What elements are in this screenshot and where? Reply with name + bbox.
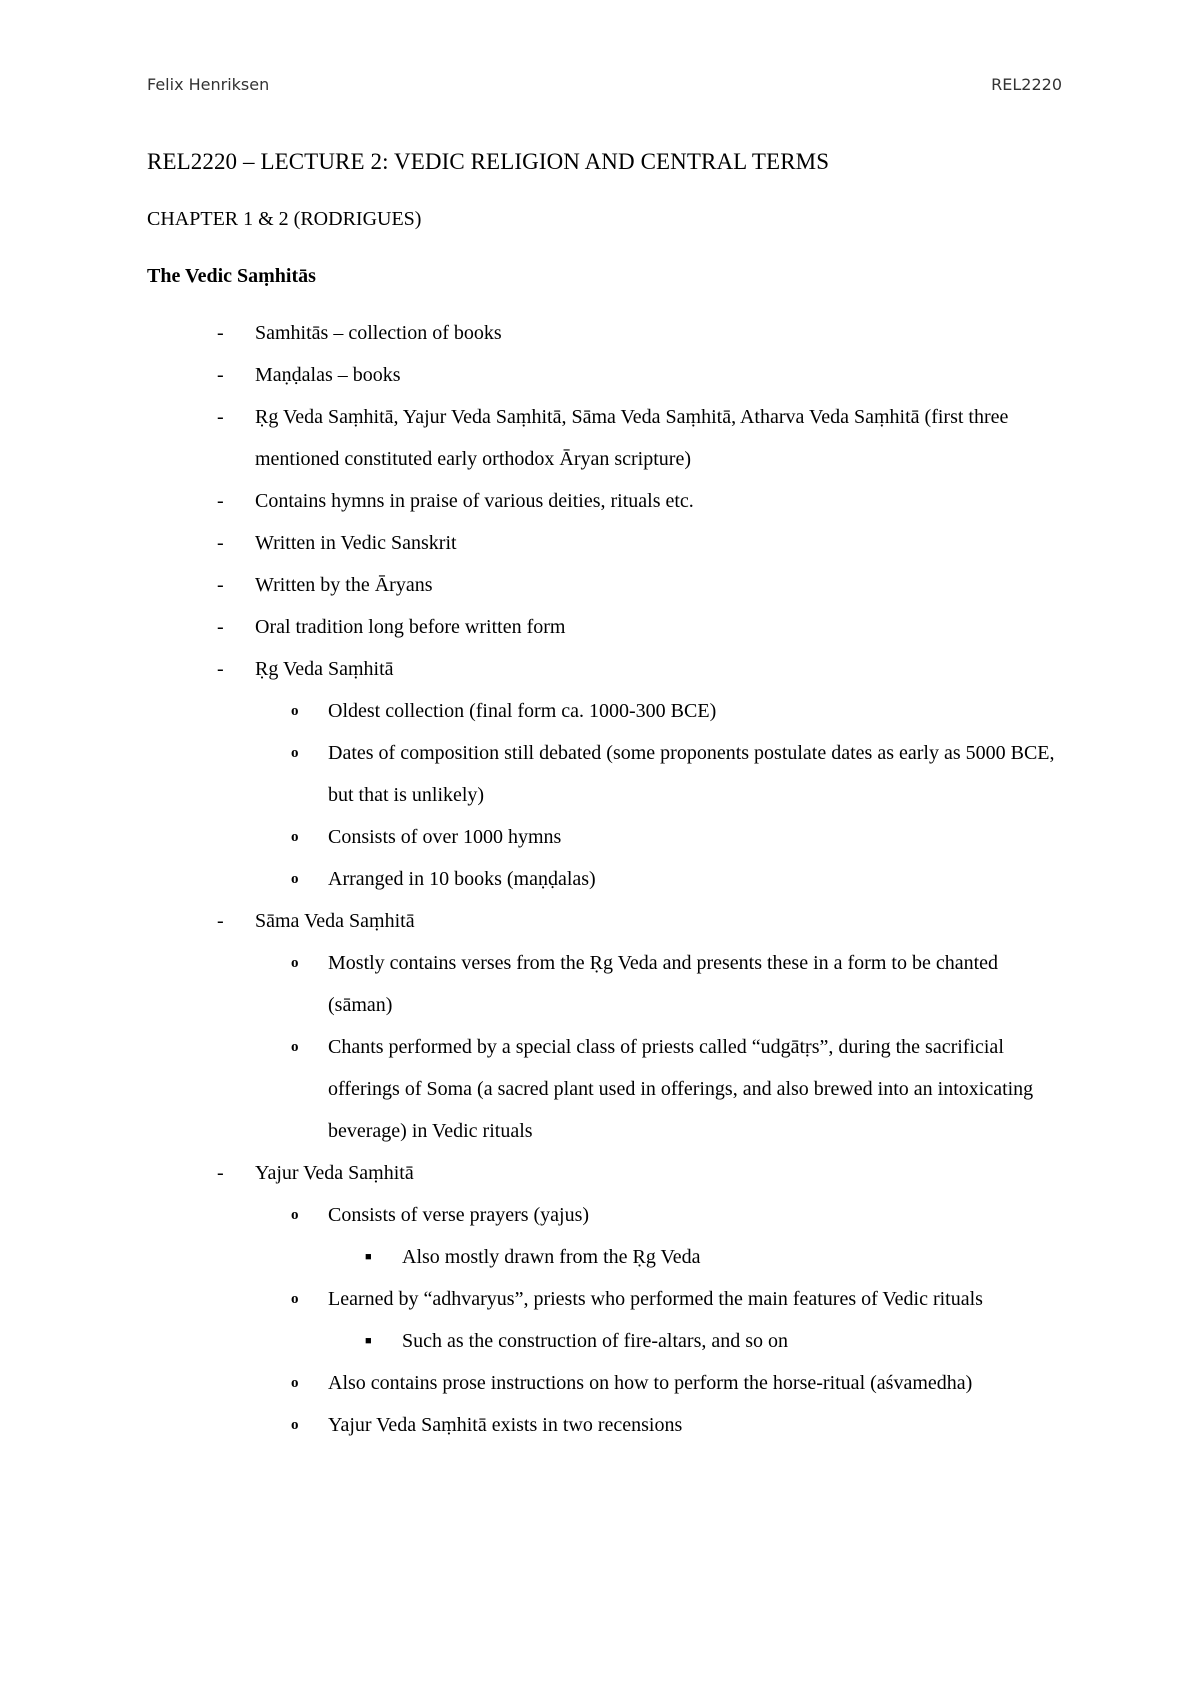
- list-item: [147, 1362, 1067, 1404]
- dash-bullet-icon: -: [217, 490, 224, 512]
- list-item: [147, 942, 1067, 1026]
- list-item: [147, 816, 1067, 858]
- list-item-text: Oldest collection (final form ca. 1000-300 BCE): [328, 700, 717, 722]
- circle-bullet-icon: o: [291, 1375, 299, 1391]
- circle-bullet-icon: o: [291, 955, 299, 971]
- dash-bullet-icon: -: [217, 658, 224, 680]
- dash-bullet-icon: -: [217, 910, 224, 932]
- document-body: [147, 146, 1067, 1446]
- dash-bullet-icon: -: [217, 364, 224, 386]
- list-item-text: Consists of over 1000 hymns: [328, 826, 562, 848]
- list-item: [147, 1404, 1067, 1446]
- list-item: [147, 1026, 1067, 1152]
- dash-bullet-icon: -: [217, 574, 224, 596]
- list-item-text: Maṇḍalas – books: [255, 364, 401, 386]
- section-heading: The Vedic Saṃhitās: [147, 265, 316, 287]
- list-item-text: Consists of verse prayers (yajus): [328, 1204, 590, 1226]
- circle-bullet-icon: o: [291, 1291, 299, 1307]
- list-item-text: Also contains prose instructions on how to perform the horse-ritual (aśvamedha): [328, 1372, 973, 1394]
- list-item-text: Yajur Veda Saṃhitā: [255, 1162, 414, 1184]
- list-item: [147, 1278, 1067, 1320]
- list-item-text: Arranged in 10 books (maṇḍalas): [328, 868, 596, 890]
- square-bullet-icon: ■: [365, 1251, 372, 1263]
- list-item: [147, 690, 1067, 732]
- circle-bullet-icon: o: [291, 745, 299, 761]
- list-item: [147, 1236, 1067, 1278]
- list-item-text: Such as the construction of fire-altars, and so on: [402, 1330, 789, 1352]
- circle-bullet-icon: o: [291, 1039, 299, 1055]
- list-item-text: Learned by “adhvaryus”, priests who performed the main features of Vedic rituals: [328, 1288, 983, 1310]
- list-item: [147, 522, 1067, 564]
- list-item: [147, 312, 1067, 354]
- list-item-text: Yajur Veda Saṃhitā exists in two recensions: [328, 1414, 683, 1436]
- dash-bullet-icon: -: [217, 406, 224, 428]
- header-course: REL2220: [991, 75, 1062, 94]
- dash-bullet-icon: -: [217, 1162, 224, 1184]
- list-item-text: Ṛg Veda Saṃhitā, Yajur Veda Saṃhitā, Sāma Veda Saṃhitā, Atharva Veda Saṃhitā (first three mentioned constituted early orthodox Āryan scripture): [255, 406, 1009, 470]
- document-subtitle: CHAPTER 1 & 2 (RODRIGUES): [147, 208, 422, 230]
- list-item: [147, 1320, 1067, 1362]
- list-item: [147, 648, 1067, 690]
- list-item: [147, 1194, 1067, 1236]
- list-item-text: Oral tradition long before written form: [255, 616, 566, 638]
- circle-bullet-icon: o: [291, 1417, 299, 1433]
- list-item-text: Chants performed by a special class of priests called “udgātṛs”, during the sacrificial offerings of Soma (a sacred plant used in offerings, and also brewed into an intoxicating beverage) in Vedic rituals: [328, 1036, 1034, 1142]
- list-item: [147, 606, 1067, 648]
- list-item-text: Also mostly drawn from the Ṛg Veda: [402, 1246, 701, 1268]
- circle-bullet-icon: o: [291, 829, 299, 845]
- list-item-text: Written in Vedic Sanskrit: [255, 532, 457, 554]
- dash-bullet-icon: -: [217, 322, 224, 344]
- dash-bullet-icon: -: [217, 532, 224, 554]
- list-item-text: Mostly contains verses from the Ṛg Veda and presents these in a form to be chanted (sāman): [328, 952, 999, 1016]
- list-item: [147, 900, 1067, 942]
- list-item-text: Ṛg Veda Saṃhitā: [255, 658, 394, 680]
- list-item: [147, 396, 1067, 480]
- list-item-text: Samhitās – collection of books: [255, 322, 502, 344]
- circle-bullet-icon: o: [291, 1207, 299, 1223]
- document-title: REL2220 – LECTURE 2: VEDIC RELIGION AND CENTRAL TERMS: [147, 149, 830, 174]
- header-author: Felix Henriksen: [147, 75, 270, 94]
- list-item-text: Sāma Veda Saṃhitā: [255, 910, 415, 932]
- list-item-text: Contains hymns in praise of various deities, rituals etc.: [255, 490, 694, 512]
- circle-bullet-icon: o: [291, 871, 299, 887]
- list-item-text: Dates of composition still debated (some proponents postulate dates as early as 5000 BCE, but that is unlikely): [328, 742, 1055, 806]
- square-bullet-icon: ■: [365, 1335, 372, 1347]
- list-item: [147, 354, 1067, 396]
- list-item: [147, 732, 1067, 816]
- notes-list: [147, 312, 1067, 1446]
- dash-bullet-icon: -: [217, 616, 224, 638]
- list-item: [147, 858, 1067, 900]
- list-item-text: Written by the Āryans: [255, 574, 433, 596]
- list-item: [147, 564, 1067, 606]
- list-item: [147, 480, 1067, 522]
- circle-bullet-icon: o: [291, 703, 299, 719]
- list-item: [147, 1152, 1067, 1194]
